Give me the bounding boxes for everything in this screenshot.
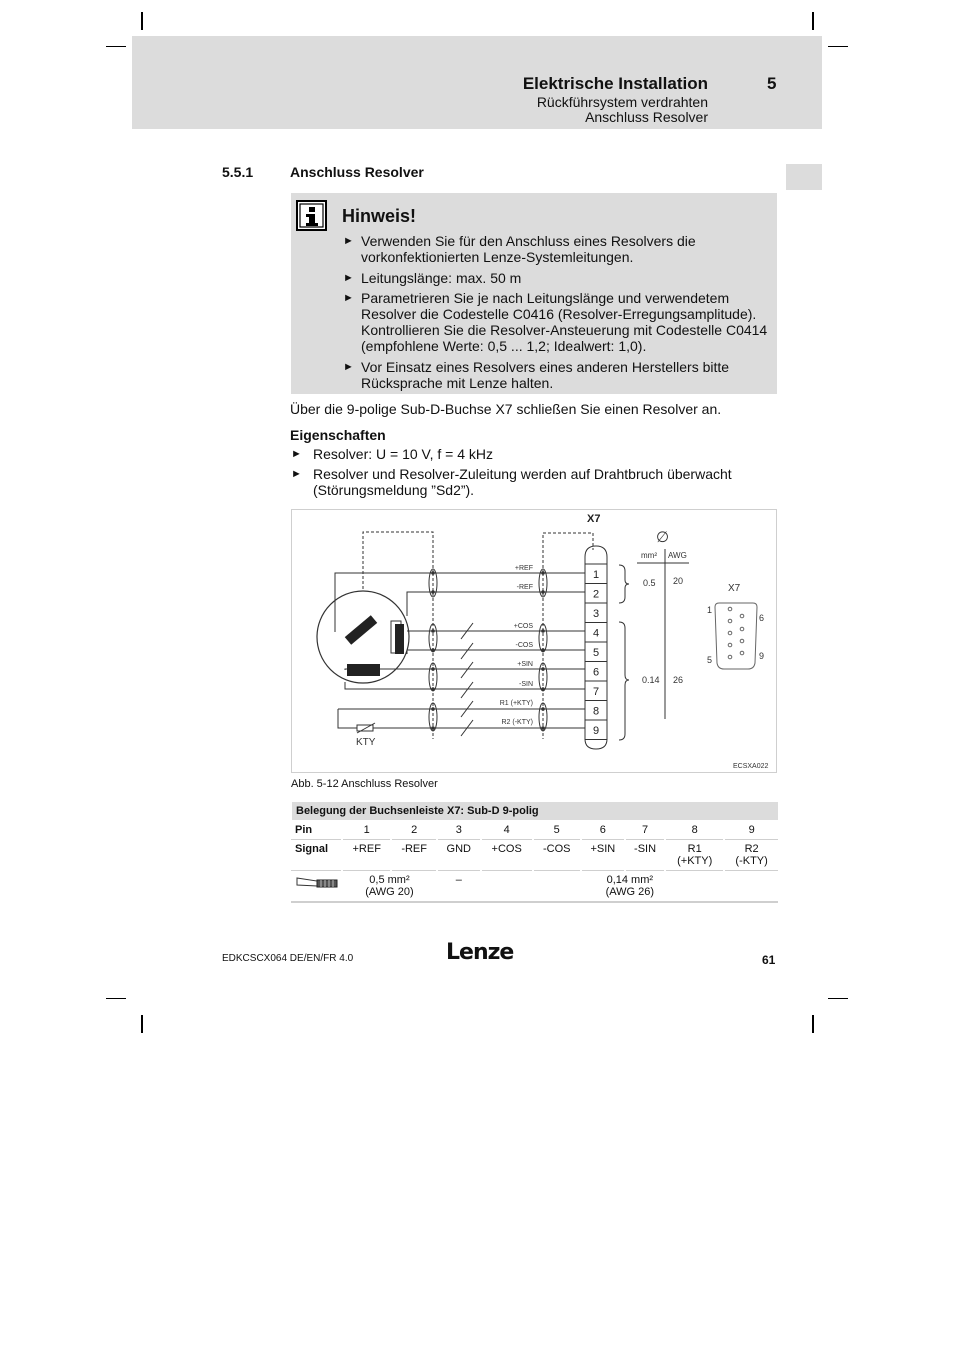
note-item-line: Rücksprache mit Lenze halten. (361, 375, 554, 391)
wire-mm2-value: 0.5 (643, 578, 656, 588)
signal-value: +REF (352, 843, 381, 855)
property-line: Resolver: U = 10 V, f = 4 kHz (313, 446, 494, 462)
pin-cell: 9 (724, 821, 778, 840)
pin-cell: 3 (437, 821, 481, 840)
crop-mark (828, 998, 848, 999)
bullet-arrow-icon: ► (343, 272, 354, 284)
sub-d-pin-label: 1 (707, 605, 713, 615)
signal-value: R2 (744, 843, 759, 855)
signal-label: -COS (515, 642, 533, 649)
signal-label: -REF (516, 584, 533, 591)
crop-mark (141, 1015, 143, 1033)
brace-lower (619, 622, 629, 740)
signal-label: +SIN (517, 661, 533, 668)
pin-assignment-table (290, 802, 778, 903)
sub-d-pin-label: 9 (759, 651, 765, 661)
signal-value: R1 (687, 843, 702, 855)
cross-section-value: 0,14 mm² (606, 874, 654, 886)
brace-upper (619, 565, 629, 603)
note-item-line: Parametrieren Sie je nach Leitungslänge und verwendetem (361, 290, 730, 306)
sub-d-pin-label: 5 (707, 655, 713, 665)
resolver-symbol (317, 591, 409, 683)
signal-label: R2 (-KTY) (501, 719, 533, 726)
note-item-line: Resolver die Codestelle C0416 (Resolver-Erregungsamplitude). (361, 306, 757, 322)
bullet-arrow-icon: ► (291, 468, 302, 480)
cross-section-cell (481, 871, 778, 903)
pin-cell: 1 (342, 821, 391, 840)
crop-mark (106, 998, 126, 999)
signal-wires (335, 573, 585, 728)
cross-section-cell (342, 871, 437, 903)
intro-text: Über die 9-polige Sub-D-Buchse X7 schließen Sie einen Resolver an. (290, 401, 722, 417)
connector-pin-number: 9 (592, 725, 600, 737)
pin-cell: 8 (665, 821, 724, 840)
connector-pin-number: 8 (592, 705, 600, 718)
wire-mm2-value: 0.14 (642, 675, 660, 685)
signal-cell (665, 840, 724, 871)
header-band (132, 36, 822, 129)
table-row (291, 871, 778, 903)
document-id: EDKCSCX064 DE/EN/FR 4.0 (222, 953, 354, 964)
connector-pin-number: 3 (592, 608, 600, 620)
chapter-subtitle: Anschluss Resolver (585, 109, 708, 125)
note-item-line: (empfohlene Werte: 0,5 ... 1,2; Idealwert: 1,0). (361, 338, 647, 354)
signal-label: -SIN (519, 681, 533, 688)
bullet-arrow-icon: ► (343, 292, 354, 304)
pin-cell: 2 (391, 821, 436, 840)
cable-icon (295, 874, 339, 890)
pin-cell: 6 (581, 821, 625, 840)
lenze-logo: Lenze (446, 940, 514, 965)
connector-pin-number: 6 (592, 666, 600, 679)
section-title: Anschluss Resolver (290, 164, 424, 180)
cross-section-value: (AWG 26) (605, 886, 655, 898)
connector-pin-number: 1 (592, 569, 600, 581)
signal-value: -COS (542, 843, 571, 855)
note-item-line: Kontrollieren Sie die Resolver-Ansteuerung mit Codestelle C0414 (361, 322, 768, 338)
property-line: Resolver und Resolver-Zuleitung werden auf Drahtbruch überwacht (313, 466, 732, 482)
signal-cell (342, 840, 391, 871)
signal-cell (437, 840, 481, 871)
chapter-number: 5 (767, 74, 777, 93)
note-title: Hinweis! (342, 206, 417, 226)
connector-pin-number: 2 (592, 588, 600, 601)
connector-pin-number: 7 (592, 686, 600, 698)
kty-label: KTY (356, 737, 376, 748)
sub-d-label: X7 (728, 583, 741, 594)
cable-cell (291, 871, 342, 903)
chapter-subtitle: Rückführsystem verdrahten (536, 94, 708, 110)
connector-pins (585, 564, 607, 740)
resolver-wiring-diagram (291, 509, 777, 773)
signal-labels (500, 565, 534, 726)
wire-awg-value: 26 (673, 675, 684, 685)
signal-value: GND (446, 843, 471, 855)
chapter-title: Elektrische Installation (522, 74, 708, 93)
crop-mark (828, 46, 848, 47)
wire-ticks (461, 623, 473, 736)
note-item-line: Verwenden Sie für den Anschluss eines Resolvers die (361, 233, 696, 249)
signal-value: +COS (491, 843, 522, 855)
signal-cell (481, 840, 533, 871)
signal-header: Signal (291, 840, 342, 871)
chapter-tab (786, 164, 822, 190)
pin-header: Pin (291, 821, 342, 840)
table-title: Belegung der Buchsenleiste X7: Sub-D 9-polig (291, 802, 778, 821)
page-number: 61 (762, 953, 776, 967)
signal-value: -REF (401, 843, 427, 855)
section-number: 5.5.1 (222, 164, 254, 180)
table-row (291, 840, 778, 871)
note-item-line: Leitungslänge: max. 50 m (361, 270, 522, 286)
signal-value: +SIN (590, 843, 616, 855)
figure-id: ECSXA022 (733, 763, 769, 770)
pin-cell: 4 (481, 821, 533, 840)
crop-mark (812, 1015, 814, 1033)
signal-cell (533, 840, 581, 871)
pin-cell: 7 (625, 821, 665, 840)
cross-section-value: 0,5 mm² (369, 874, 410, 886)
table-row (291, 821, 778, 840)
note-item-line: Vor Einsatz eines Resolvers eines anderen Herstellers bitte (361, 359, 730, 375)
signal-cell (581, 840, 625, 871)
wire-awg-value: 20 (673, 576, 684, 586)
sub-d-pin-label: 6 (759, 613, 765, 623)
properties-heading: Eigenschaften (290, 427, 386, 443)
sub-d-pins (728, 607, 744, 659)
crop-mark (812, 12, 814, 30)
signal-cell (625, 840, 665, 871)
connector-pin-number: 4 (592, 627, 600, 640)
bullet-arrow-icon: ► (291, 448, 302, 460)
pin-cell: 5 (533, 821, 581, 840)
info-i-icon (296, 200, 328, 232)
signal-label: +REF (514, 565, 533, 572)
crop-mark (141, 12, 143, 30)
signal-value: (+KTY) (677, 855, 713, 867)
diameter-icon: ∅ (656, 529, 670, 546)
note-item-line: vorkonfektionierten Lenze-Systemleitungen. (361, 249, 634, 265)
connector-pin-number: 5 (592, 647, 600, 659)
connector-label: X7 (587, 513, 601, 525)
crop-mark (106, 46, 126, 47)
bullet-arrow-icon: ► (343, 235, 354, 247)
signal-label: R1 (+KTY) (499, 700, 533, 707)
cross-section-cell: – (437, 871, 481, 903)
signal-cell (724, 840, 778, 871)
unit-awg-label: AWG (668, 551, 687, 560)
signal-value: -SIN (634, 843, 657, 855)
bullet-arrow-icon: ► (343, 361, 354, 373)
signal-cell (391, 840, 436, 871)
signal-label: +COS (513, 623, 533, 630)
figure-caption: Abb. 5-12 Anschluss Resolver (291, 778, 438, 790)
cross-section-value: (AWG 20) (365, 886, 414, 898)
property-line: (Störungsmeldung ”Sd2”). (313, 482, 475, 498)
sub-d-outline (715, 603, 757, 669)
signal-value: (-KTY) (735, 855, 768, 867)
unit-mm2-label: mm² (641, 551, 657, 560)
